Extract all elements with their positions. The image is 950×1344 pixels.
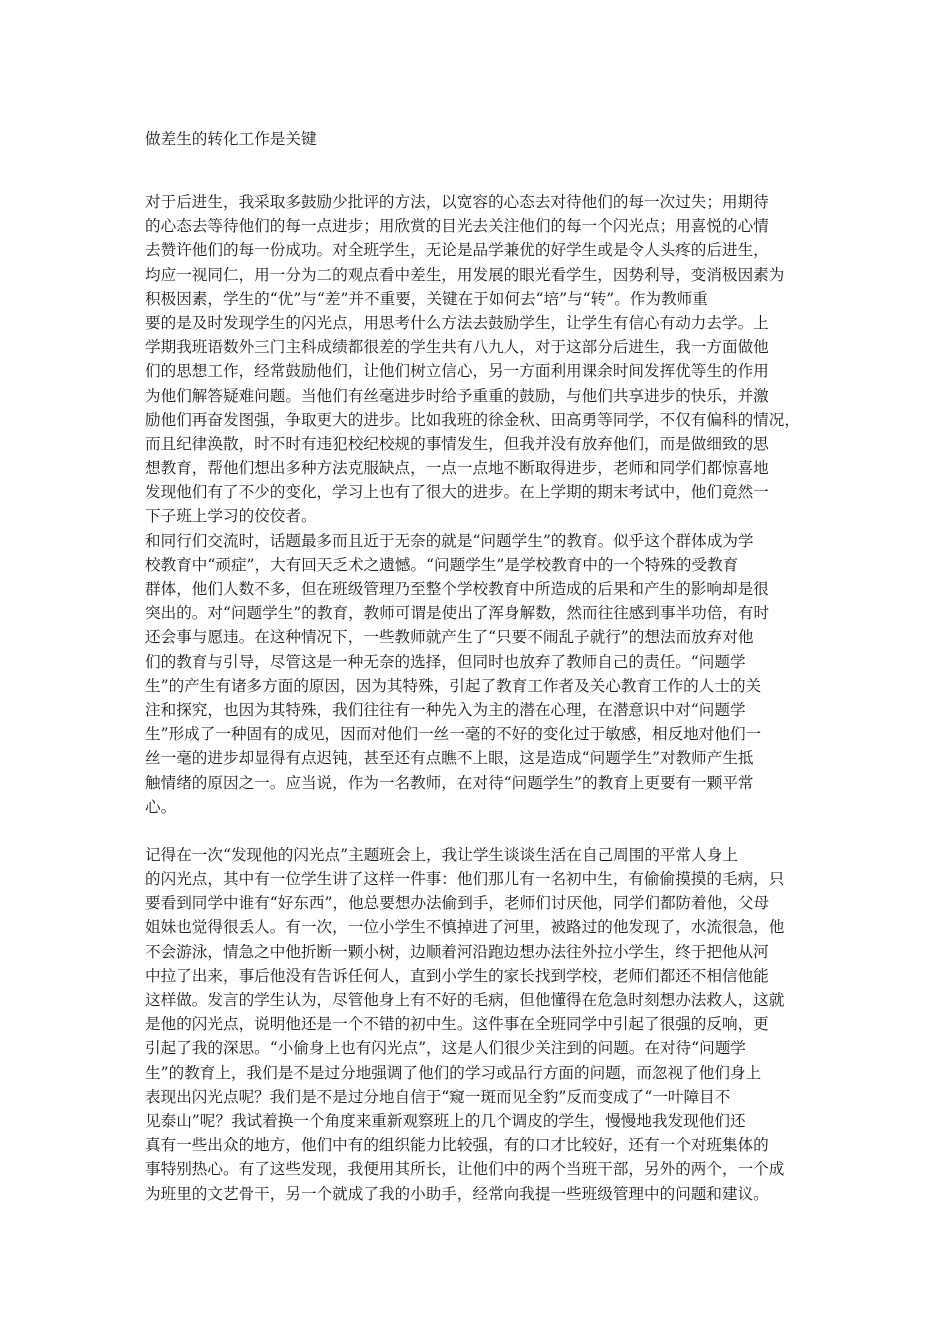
text-line: 事特别热心。有了这些发现，我便用其所长，让他们中的两个当班干部，另外的两个，一个成 [145,1160,785,1179]
text-line: 发现他们有了不少的变化，学习上也有了很大的进步。在上学期的期末考试中，他们竟然一 [145,483,769,502]
text-line: 丝一毫的进步却显得有点迟钝，甚至还有点瞧不上眼，这是造成“问题学生”对教师产生抵 [145,749,754,768]
text-line: 们的思想工作，经常鼓励他们，让他们树立信心，另一方面利用课余时间发挥优等生的作用 [145,362,769,381]
text-line: 下子班上学习的佼佼者。 [145,507,317,526]
text-line: 积极因素，学生的“优”与“差”并不重要，关键在于如何去“培”与“转”。作为教师重 [145,289,708,308]
text-line: 生”的教育上，我们是不是过分地强调了他们的学习或品行方面的问题，而忽视了他们身上 [145,1063,762,1082]
text-line: 表现出闪光点呢？我们是不是过分地自信于“窥一斑而见全豹”反而变成了“一叶障目不 [145,1087,731,1106]
text-line: 不会游泳，情急之中他折断一颗小树，边顺着河沿跑边想办法往外拉小学生，终于把他从河 [145,942,769,961]
text-line: 是他的闪光点，说明他还是一个不错的初中生。这件事在全班同学中引起了很强的反响，更 [145,1015,769,1034]
text-line: 记得在一次“发现他的闪光点”主题班会上，我让学生谈谈生活在自己周围的平常人身上 [145,845,738,864]
text-line: 这样做。发言的学生认为，尽管他身上有不好的毛病，但他懂得在危急时刻想办法救人，这就 [145,991,785,1009]
paragraph-1 [145,190,812,529]
text-line: 均应一视同仁，用一分为二的观点看中差生，用发展的眼光看学生，因势利导，变消极因素为 [145,265,785,284]
text-line: 校教育中“顽症”，大有回天乏术之遗憾。“问题学生”是学校教育中的一个特殊的受教育 [145,555,739,574]
paragraph-spacer [145,819,812,843]
text-line: 还会事与愿违。在这种情况下，一些教师就产生了“只要不闹乱子就行”的想法而放弃对他 [145,628,754,647]
text-line: 真有一些出众的地方，他们中有的组织能力比较强，有的口才比较好，还有一个对班集体的 [145,1136,769,1155]
text-line: 要的是及时发现学生的闪光点，用思考什么方法去鼓励学生，让学生有信心有动力去学。上 [145,313,769,332]
paragraph-2 [145,529,812,819]
text-line: 去赞许他们的每一份成功。对全班学生，无论是品学兼优的好学生或是令人头疼的后进生， [145,241,769,260]
text-line: 而且纪律涣散，时不时有违犯校纪校规的事情发生，但我并没有放弃他们，而是做细致的思 [145,434,769,453]
title-spacer [145,152,812,190]
paragraph-3 [145,843,812,1206]
text-line: 和同行们交流时，话题最多而且近于无奈的就是“问题学生”的教育。似乎这个群体成为学 [145,531,754,550]
text-line: 学期我班语数外三门主科成绩都很差的学生共有八九人，对于这部分后进生，我一方面做他 [145,338,769,357]
text-line: 为班里的文艺骨干，另一个就成了我的小助手，经常向我提一些班级管理中的问题和建议。 [145,1184,769,1203]
text-line: 励他们再奋发图强，争取更大的进步。比如我班的徐金秋、田高勇等同学，不仅有偏科的情况， [145,410,800,429]
text-line: 注和探究，也因为其特殊，我们往往有一种先入为主的潜在心理，在潜意识中对“问题学 [145,700,746,719]
text-line: 的心态去等待他们的每一点进步；用欣赏的目光去关注他们的每一个闪光点；用喜悦的心情 [145,217,769,236]
text-line: 中拉了出来，事后他没有告诉任何人，直到小学生的家长找到学校，老师们都还不相信他能 [145,966,769,985]
text-line: 群体，他们人数不多，但在班级管理乃至整个学校教育中所造成的后果和产生的影响却是很 [145,580,769,598]
text-line: 触情绪的原因之一。应当说，作为一名教师，在对待“问题学生”的教育上更要有一颗平常 [145,773,754,792]
text-line: 为他们解答疑难问题。当他们有丝毫进步时给予重重的鼓励，与他们共享进步的快乐，并激 [145,386,769,405]
text-line: 见泰山”呢？我试着换一个角度来重新观察班上的几个调皮的学生，慢慢地我发现他们还 [145,1111,746,1130]
text-line: 姐妹也觉得很丢人。有一次，一位小学生不慎掉进了河里，被路过的他发现了，水流很急，他 [145,918,785,937]
text-line: 突出的。对“问题学生”的教育，教师可谓是使出了浑身解数，然而往往感到事半功倍，有时 [145,604,770,623]
text-line: 生”的产生有诸多方面的原因，因为其特殊，引起了教育工作者及关心教育工作的人士的关 [145,676,762,695]
text-line: 对于后进生，我采取多鼓励少批评的方法，以宽容的心态去对待他们的每一次过失；用期待 [145,193,769,211]
text-line: 的闪光点，其中有一位学生讲了这样一件事：他们那儿有一名初中生，有偷偷摸摸的毛病，只 [145,870,785,889]
text-line: 引起了我的深思。“小偷身上也有闪光点”，这是人们很少关注到的问题。在对待“问题学 [145,1039,746,1058]
text-line: 生”形成了一种固有的成见，因而对他们一丝一毫的不好的变化过于敏感，相反地对他们一 [145,725,762,744]
text-line: 要看到同学中谁有“好东西”，他总要想办法偷到手，老师们讨厌他，同学们都防着他，父母 [145,894,770,913]
text-line: 心。 [145,797,177,816]
text-line: 想教育，帮他们想出多种方法克服缺点，一点一点地不断取得进步，老师和同学们都惊喜地 [145,459,769,478]
text-line: 们的教育与引导，尽管这是一种无奈的选择，但同时也放弃了教师自己的责任。“问题学 [145,652,746,671]
document-title: 做差生的转化工作是关键 [145,130,317,148]
document-page [145,126,812,1206]
